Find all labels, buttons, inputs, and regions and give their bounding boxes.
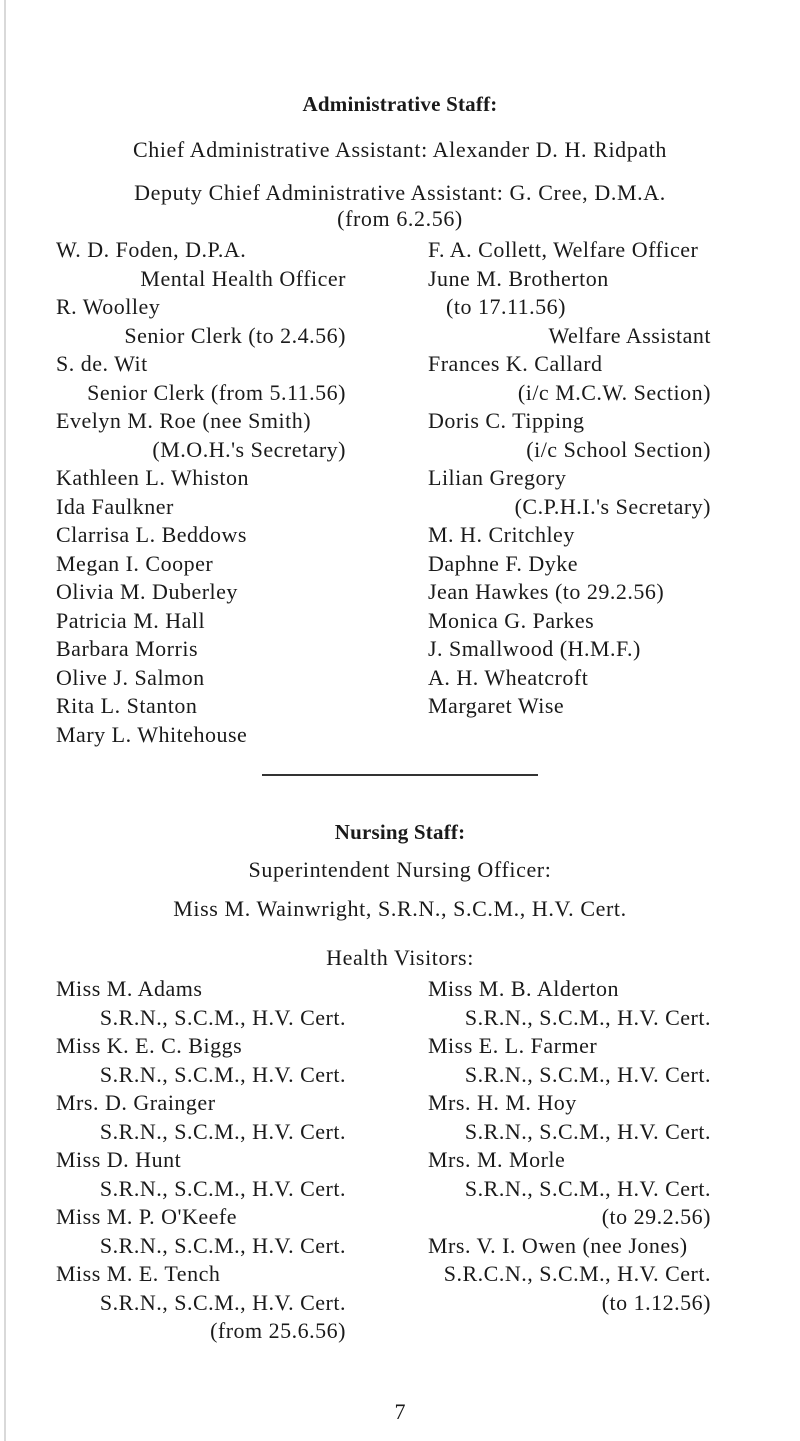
staff-entry: Patricia M. Hall [56,607,206,633]
staff-entry: J. Smallwood (H.M.F.) [428,636,641,661]
superintendent-title: Superintendent Nursing Officer: [248,857,552,882]
visitor-entry: Mrs. H. M. Hoy [428,1090,577,1115]
staff-entry: Margaret Wise [428,693,565,718]
visitor-entry: Miss K. E. C. Biggs [56,1033,243,1058]
section-divider [262,774,538,776]
chief-admin-line: Chief Administrative Assistant: Alexander D. H. Ridpath [132,137,668,162]
visitor-entry: S.R.C.N., S.C.M., H.V. Cert. [443,1261,711,1286]
visitor-entry: Miss M. E. Tench [56,1261,221,1286]
staff-entry: Welfare Assistant [548,322,711,348]
staff-entry: June M. Brotherton [428,265,609,291]
visitor-entry: S.R.N., S.C.M., H.V. Cert. [464,1004,711,1030]
staff-entry: Senior Clerk (from 5.11.56) [87,379,346,405]
admin-right-column [428,236,711,721]
visitors-left-column [56,975,346,1346]
staff-entry: A. H. Wheatcroft [428,664,589,690]
visitor-entry: Mrs. M. Morle [428,1147,566,1172]
visitor-entry: Mrs. V. I. Owen (nee Jones) [428,1232,688,1258]
staff-entry: Olive J. Salmon [56,664,205,690]
staff-entry: Rita L. Stanton [56,693,198,718]
visitor-entry: Miss M. P. O'Keefe [56,1204,238,1229]
visitor-entry: Miss E. L. Farmer [428,1033,598,1058]
visitor-entry: S.R.N., S.C.M., H.V. Cert. [464,1175,711,1201]
visitor-entry: (from 25.6.56) [210,1318,346,1343]
staff-entry: Frances K. Callard [428,351,603,376]
admin-heading: Administrative Staff: [302,92,498,116]
staff-entry: Senior Clerk (to 2.4.56) [124,322,346,348]
visitor-entry: S.R.N., S.C.M., H.V. Cert. [99,1175,346,1201]
staff-entry: Ida Faulkner [56,493,174,519]
staff-entry: Olivia M. Duberley [56,579,238,604]
staff-entry: Barbara Morris [56,636,199,661]
staff-entry: W. D. Foden, D.P.A. [56,237,247,262]
visitor-entry: Miss D. Hunt [56,1147,182,1172]
staff-entry: Jean Hawkes (to 29.2.56) [428,579,665,604]
visitor-entry: S.R.N., S.C.M., H.V. Cert. [99,1289,346,1315]
staff-entry: Evelyn M. Roe (nee Smith) [56,408,312,433]
visitor-entry: S.R.N., S.C.M., H.V. Cert. [464,1118,711,1144]
staff-entry: F. A. Collett, Welfare Officer [428,237,699,262]
staff-entry: R. Woolley [56,294,161,319]
page-number: 7 [394,1399,406,1424]
staff-entry: (C.P.H.I.'s Secretary) [514,493,711,519]
staff-entry: Clarrisa L. Beddows [56,522,247,547]
visitor-entry: Miss M. Adams [56,976,203,1001]
health-visitors-heading: Health Visitors: [326,945,474,970]
visitor-entry: S.R.N., S.C.M., H.V. Cert. [464,1061,711,1087]
staff-entry: Mental Health Officer [140,265,346,291]
staff-entry: (to 17.11.56) [446,294,566,319]
admin-left-column [56,236,346,749]
staff-entry: M. H. Critchley [428,522,575,547]
deputy-admin-note: (from 6.2.56) [337,206,463,231]
visitor-entry: Mrs. D. Grainger [56,1090,216,1115]
staff-entry: Kathleen L. Whiston [56,465,249,490]
staff-entry: (i/c School Section) [526,436,711,462]
staff-entry: Daphne F. Dyke [428,550,579,576]
staff-entry: Megan I. Cooper [56,550,214,576]
visitor-entry: Miss M. B. Alderton [428,976,620,1001]
visitor-entry: (to 29.2.56) [601,1204,711,1229]
nursing-heading: Nursing Staff: [334,820,466,844]
staff-entry: Mary L. Whitehouse [56,721,248,747]
staff-entry: (i/c M.C.W. Section) [517,379,711,405]
staff-entry: (M.O.H.'s Secretary) [152,436,346,462]
staff-entry: S. de. Wit [56,351,148,376]
staff-entry: Monica G. Parkes [428,607,595,633]
visitor-entry: S.R.N., S.C.M., H.V. Cert. [99,1118,346,1144]
visitor-entry: (to 1.12.56) [601,1289,711,1315]
visitor-entry: S.R.N., S.C.M., H.V. Cert. [99,1004,346,1030]
deputy-admin-line: Deputy Chief Administrative Assistant: G. Cree, D.M.A. [134,180,666,205]
visitors-right-column [428,975,711,1317]
staff-entry: Doris C. Tipping [428,408,585,433]
visitor-entry: S.R.N., S.C.M., H.V. Cert. [99,1232,346,1258]
superintendent-name: Miss M. Wainwright, S.R.N., S.C.M., H.V. Cert. [173,896,627,921]
visitor-entry: S.R.N., S.C.M., H.V. Cert. [99,1061,346,1087]
staff-entry: Lilian Gregory [428,465,567,490]
